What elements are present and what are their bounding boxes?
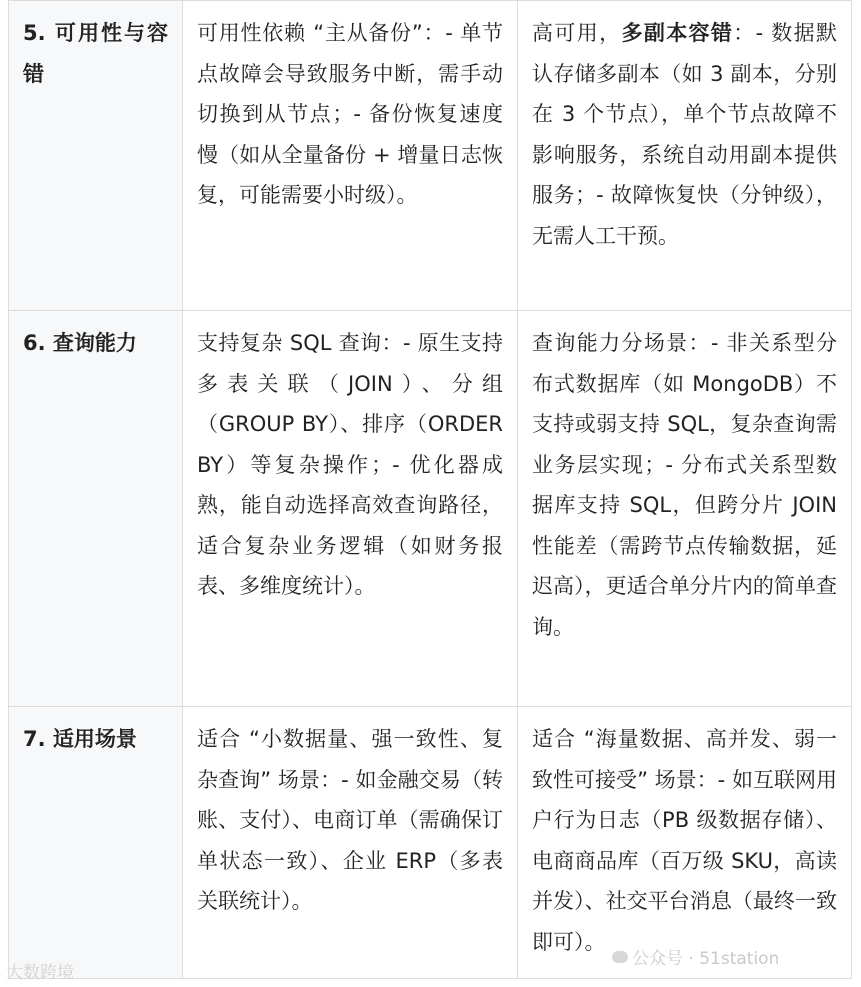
cell-text: ：- 数据默认存储多副本（如 3 副本，分别在 3 个节点），单个节点故障不影响服务，系统自动用副本提供服务；- 故障恢复快（分钟级），无需人工干预。 [532, 21, 838, 248]
watermark-right [612, 944, 779, 969]
watermark-left-text: 大数跨境 [6, 963, 74, 983]
distributed-db-cell [518, 1, 852, 311]
row-label: 6. 查询能力 [9, 311, 183, 707]
row-label: 7. 适用场景 [9, 707, 183, 979]
distributed-db-cell: 查询能力分场景：- 非关系型分布式数据库（如 MongoDB）不支持或弱支持 SQL，复杂查询需业务层实现；- 分布式关系型数据库支持 SQL，但跨分片 JOIN 性能差（需跨节点传输数据，延迟高），更适合单分片内的简单查询。 [518, 311, 852, 707]
watermark-right-text: 公众号 · 51station [632, 949, 780, 969]
cell-text: 高可用， [532, 21, 622, 45]
highlight-text: 多副本容错 [621, 21, 734, 45]
traditional-db-cell: 可用性依赖 “主从备份”：- 单节点故障会导致服务中断，需手动切换到从节点；- 备份恢复速度慢（如从全量备份 + 增量日志恢复，可能需要小时级）。 [183, 1, 518, 311]
table-row [9, 311, 852, 707]
row-label: 5. 可用性与容错 [9, 1, 183, 311]
comparison-table [8, 0, 852, 979]
traditional-db-cell: 适合 “小数据量、强一致性、复杂查询” 场景：- 如金融交易（转账、支付）、电商订单（需确保订单状态一致）、企业 ERP（多表关联统计）。 [183, 707, 518, 979]
table-row [9, 707, 852, 979]
wechat-icon [612, 951, 628, 963]
traditional-db-cell: 支持复杂 SQL 查询：- 原生支持多表关联（JOIN）、分组（GROUP BY）、排序（ORDER BY）等复杂操作；- 优化器成熟，能自动选择高效查询路径，适合复杂业务逻辑（如财务报表、多维度统计）。 [183, 311, 518, 707]
distributed-db-cell: 适合 “海量数据、高并发、弱一致性可接受” 场景：- 如互联网用户行为日志（PB 级数据存储）、电商商品库（百万级 SKU，高读并发）、社交平台消息（最终一致即可）。 [518, 707, 852, 979]
watermark-left [6, 958, 74, 983]
table-row [9, 1, 852, 311]
